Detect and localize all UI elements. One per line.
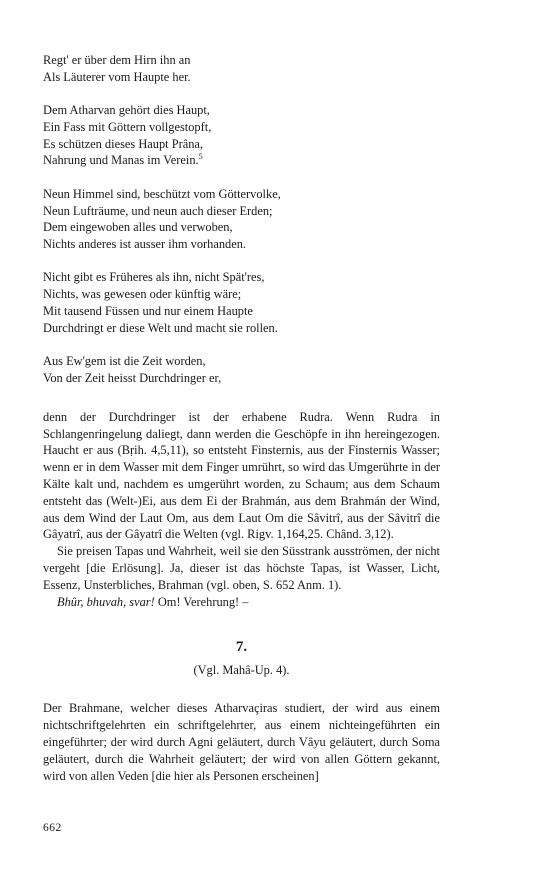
verse-stanza-5 [43, 353, 440, 387]
verse-line: Nicht gibt es Früheres als ihn, nicht Spät'res, [43, 270, 265, 285]
verse-line: Mit tausend Füssen und nur einem Haupte [43, 304, 253, 319]
paragraph: Der Brahmane, welcher dieses Atharvaçiras studiert, der wird aus einem nichtschriftgelehrten ein schriftgelehrter, aus einem nichteingeführten ein eingeführter; der wird durch Agni geläutert, durch Vâyu geläutert, durch Soma geläutert, durch die Wahrheit geläutert; der wird von allen Göttern gekannt, wird von allen Veden [die hier als Personen erscheinen] [43, 701, 440, 783]
invocation-paragraph [43, 594, 440, 611]
verse-line: Neun Himmel sind, beschützt vom Göttervolke, [43, 186, 281, 201]
verse-line: Aus Ew'gem ist die Zeit worden, [43, 354, 206, 369]
paragraph: denn der Durchdringer ist der erhabene Rudra. Wenn Rudra in Schlangenringelung daliegt, dann werden die Geschöpfe in ihn hereingezogen. Haucht er aus (Bṛih. 4,5,11), so entsteht Finsternis, aus der Finsternis Wasser; wenn er in dem Wasser mit dem Finger umrührt, so wird das Umgerührte in der Kälte kalt und, nachdem es umgerührt worden, zu Schaum; aus dem Schaum entsteht das (Welt-)Ei, aus dem Ei der Brahmán, aus dem Brahmán der Wind, aus dem Wind der Laut Om, aus dem Laut Om die Sâvitrî, aus der Sâvitrî die Gâyatrî, aus der Gâyatrî die Welten (vgl. Rigv. 1,164,25. Chând. 3,12). [43, 409, 440, 542]
page-number: 662 [43, 822, 62, 834]
section-number: 7. [235, 639, 248, 656]
verse-line: Nichts, was gewesen oder künftig wäre; [43, 287, 242, 302]
verse-line: Nahrung und Manas im Verein. [43, 153, 199, 168]
verse-stanza-1 [43, 52, 440, 86]
invocation-text: Om! Verehrung! – [154, 594, 249, 609]
footnote-mark: 5 [198, 152, 203, 162]
verse-line: Als Läuterer vom Haupte her. [43, 69, 191, 84]
paragraph: Sie preisen Tapas und Wahrheit, weil sie den Süsstrank ausströmen, der nicht vergeht [die Erlösung]. Ja, dieser ist das höchste Tapas, ist Wasser, Licht, Essenz, Unsterbliches, Brahman (vgl. oben, S. 652 Anm. 1). [43, 544, 440, 592]
verse-stanza-2 [43, 102, 440, 169]
verse-line: Es schützen dieses Haupt Prâna, [43, 136, 204, 151]
invocation-italic: Bhûr, bhuvah, svar! [57, 594, 155, 609]
page-body [43, 52, 440, 784]
verse-line: Nichts anderes ist ausser ihm vorhanden. [43, 237, 247, 252]
verse-line: Regt' er über dem Hirn ihn an [43, 53, 191, 67]
section-reference: (Vgl. Mahâ-Up. 4). [193, 663, 290, 678]
verse-line: Durchdringt er diese Welt und macht sie rollen. [43, 320, 278, 335]
verse-line: Dem Atharvan gehört dies Haupt, [43, 103, 210, 118]
verse-line: Von der Zeit heisst Durchdringer er, [43, 370, 222, 385]
verse-line: Neun Lufträume, und neun auch dieser Erden; [43, 203, 273, 218]
verse-stanza-4 [43, 269, 440, 336]
verse-line: Dem eingewoben alles und verwoben, [43, 220, 233, 235]
prose-section [43, 409, 440, 611]
verse-line-with-footnote [43, 152, 440, 169]
verse-line: Ein Fass mit Göttern vollgestopft, [43, 119, 212, 134]
verse-stanza-3 [43, 186, 440, 253]
